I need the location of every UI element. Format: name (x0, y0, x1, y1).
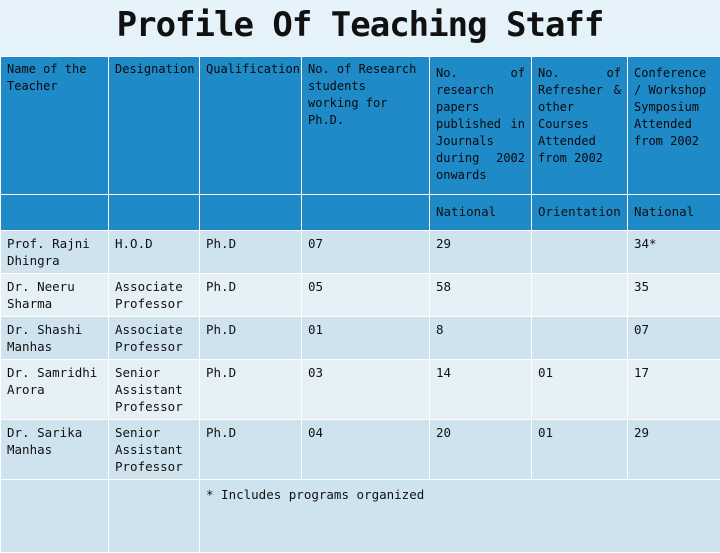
table-row (1, 420, 720, 480)
cell-qualification: Ph.D (200, 231, 302, 274)
cell-students: 07 (302, 231, 430, 274)
cell-designation: Senior Assistant Professor (109, 360, 200, 420)
cell-name: Dr. Sarika Manhas (1, 420, 109, 480)
cell-students: 05 (302, 274, 430, 317)
cell-refresher: 01 (532, 420, 628, 480)
header-research-students: No. of Research students working for Ph.D. (302, 57, 430, 195)
cell-conference: 34* (628, 231, 720, 274)
staff-table (0, 56, 720, 553)
cell-conference: 35 (628, 274, 720, 317)
cell-designation: Associate Professor (109, 274, 200, 317)
header-qualification: Qualification (200, 57, 302, 195)
cell-designation: Associate Professor (109, 317, 200, 360)
cell-students: 03 (302, 360, 430, 420)
cell-designation: H.O.D (109, 231, 200, 274)
cell-qualification: Ph.D (200, 274, 302, 317)
subheader-row (1, 195, 720, 231)
cell-refresher (532, 231, 628, 274)
cell-name: Prof. Rajni Dhingra (1, 231, 109, 274)
cell-name: Dr. Samridhi Arora (1, 360, 109, 420)
page-title: Profile Of Teaching Staff (0, 2, 720, 48)
cell-qualification: Ph.D (200, 420, 302, 480)
table-row (1, 360, 720, 420)
cell-papers: 8 (430, 317, 532, 360)
header-conference: Conference / Workshop Symposium Attended from 2002 (628, 57, 720, 195)
cell-students: 01 (302, 317, 430, 360)
cell-qualification: Ph.D (200, 360, 302, 420)
subheader-conference: National (628, 195, 720, 231)
cell-designation: Senior Assistant Professor (109, 420, 200, 480)
cell-papers: 14 (430, 360, 532, 420)
cell-name: Dr. Neeru Sharma (1, 274, 109, 317)
header-designation: Designation (109, 57, 200, 195)
footnote: * Includes programs organized (200, 480, 720, 553)
cell-refresher (532, 274, 628, 317)
subheader-papers: National (430, 195, 532, 231)
header-refresher: No. of Refresher & other Courses Attended from 2002 (532, 57, 628, 195)
table-row (1, 231, 720, 274)
cell-students: 04 (302, 420, 430, 480)
table-row (1, 317, 720, 360)
header-row (1, 57, 720, 195)
header-papers: No. of research papers published in Journals during 2002 onwards (430, 57, 532, 195)
cell-papers: 29 (430, 231, 532, 274)
cell-conference: 29 (628, 420, 720, 480)
cell-name: Dr. Shashi Manhas (1, 317, 109, 360)
cell-qualification: Ph.D (200, 317, 302, 360)
cell-papers: 58 (430, 274, 532, 317)
table-row (1, 274, 720, 317)
footnote-row (1, 480, 720, 553)
cell-refresher: 01 (532, 360, 628, 420)
cell-refresher (532, 317, 628, 360)
cell-conference: 17 (628, 360, 720, 420)
cell-papers: 20 (430, 420, 532, 480)
cell-conference: 07 (628, 317, 720, 360)
header-name: Name of the Teacher (1, 57, 109, 195)
subheader-refresher: Orientation (532, 195, 628, 231)
